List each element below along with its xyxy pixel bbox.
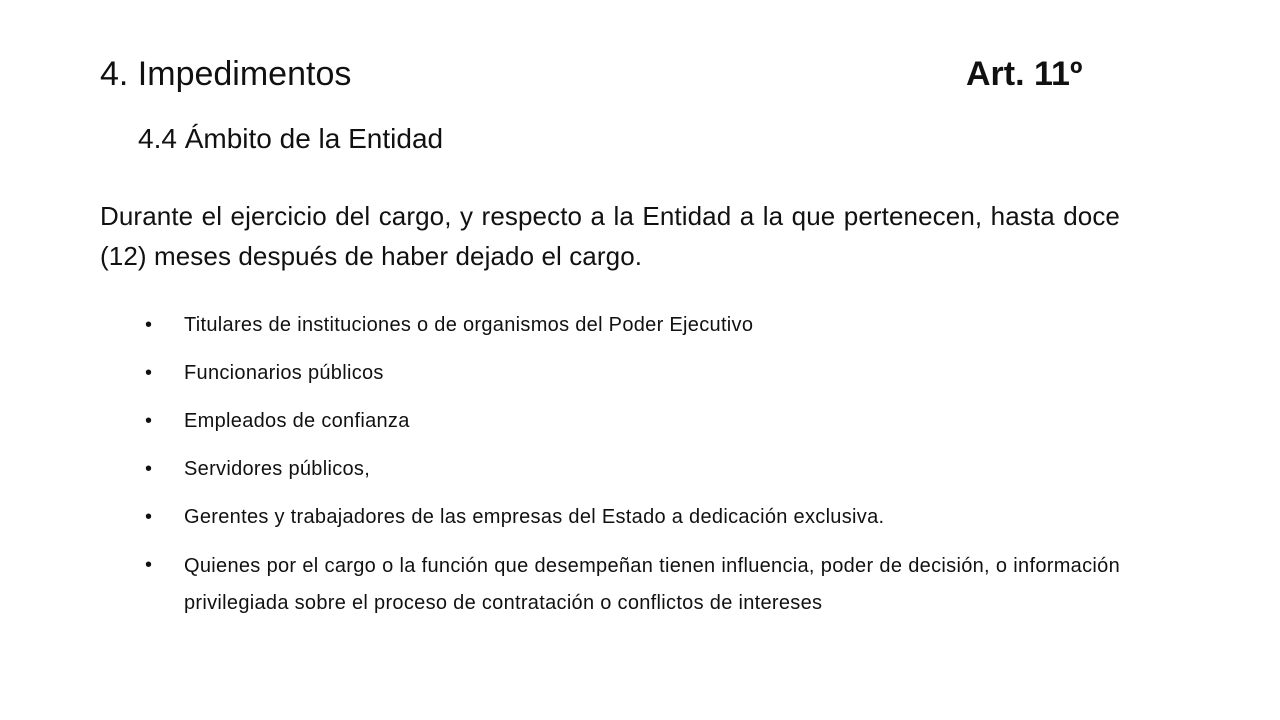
list-item [145, 356, 1120, 390]
list-item-text: Empleados de confianza [184, 410, 410, 432]
list-item [145, 404, 1120, 438]
bullet-icon: • [145, 314, 153, 336]
list-item [145, 452, 1120, 486]
bullet-icon: • [145, 506, 153, 528]
list-item [145, 548, 1120, 622]
article-reference: Art. 11º [966, 55, 1083, 93]
list-item-text: Gerentes y trabajadores de las empresas del Estado a dedicación exclusiva. [184, 506, 885, 528]
bullet-icon: • [145, 458, 153, 480]
bullet-list [145, 308, 1120, 636]
list-item [145, 308, 1120, 342]
list-item-text: Titulares de instituciones o de organismos del Poder Ejecutivo [184, 314, 754, 336]
list-item-text: Quienes por el cargo o la función que desempeñan tienen influencia, poder de decisión, o información privilegiada sobre el proceso de contratación o conflictos de intereses [184, 555, 1120, 614]
page-title: 4. Impedimentos [100, 55, 352, 93]
list-item-text: Funcionarios públicos [184, 362, 384, 384]
list-item [145, 500, 1120, 534]
bullet-icon: • [145, 410, 153, 432]
bullet-icon: • [145, 362, 153, 384]
section-subtitle: 4.4 Ámbito de la Entidad [138, 123, 444, 154]
list-item-text: Servidores públicos, [184, 458, 371, 480]
bullet-icon: • [145, 554, 153, 576]
intro-paragraph: Durante el ejercicio del cargo, y respecto a la Entidad a la que pertenecen, hasta doce (12) meses después de haber dejado el cargo. [100, 201, 1120, 271]
